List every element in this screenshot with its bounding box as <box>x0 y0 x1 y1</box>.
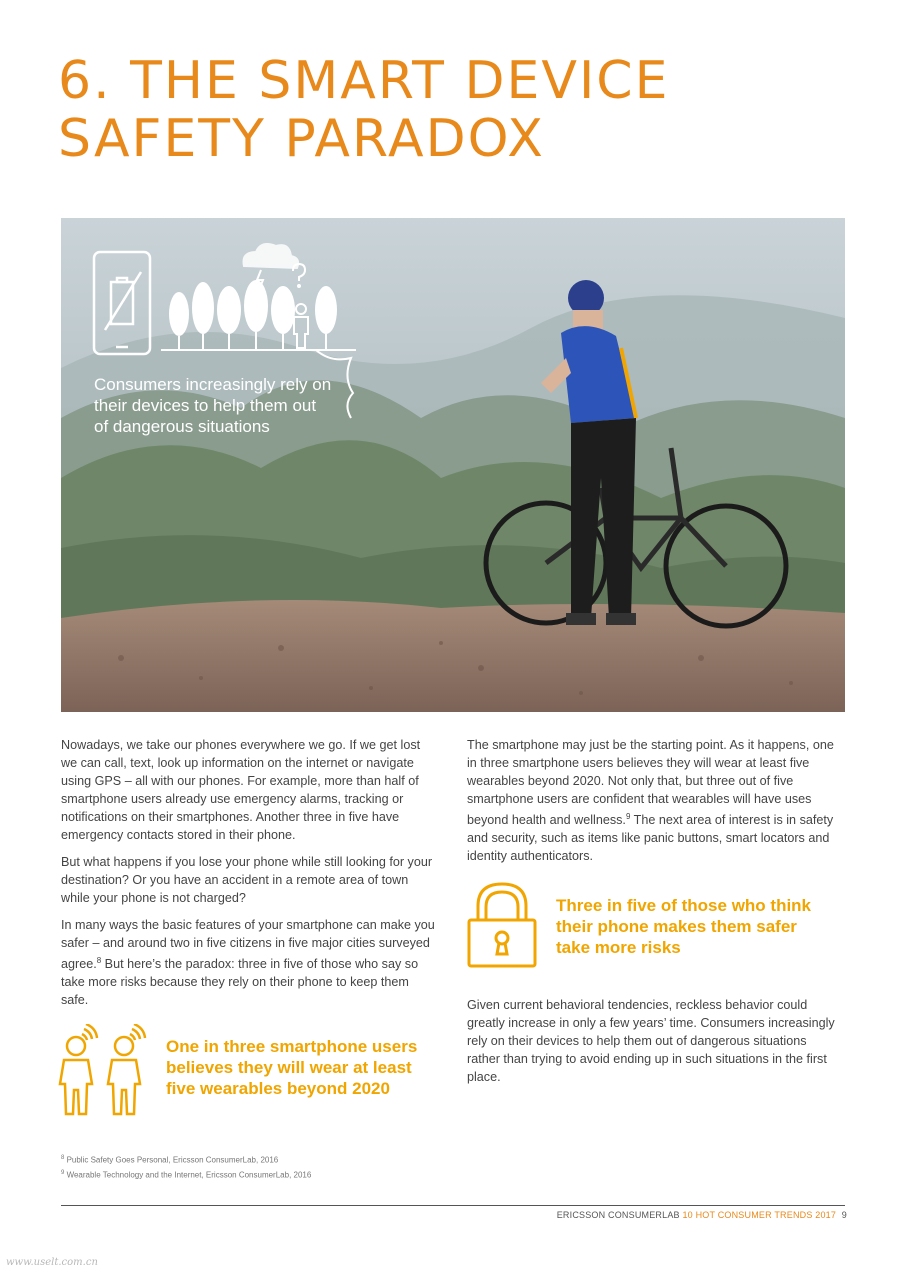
footer-brand: ERICSSON CONSUMERLAB <box>556 1210 680 1220</box>
footnote-ref-9: 9 <box>625 812 631 821</box>
watermark: www.uselt.com.cn <box>6 1257 98 1268</box>
footnote-9-number: 9 <box>61 1169 65 1176</box>
footnote-8-number: 8 <box>61 1155 65 1161</box>
footnote-9 <box>61 1167 311 1182</box>
right-paragraph-1-text-b: The next area of interest is in safety and security, such as items like panic buttons, smart locators and identity authenticators. <box>467 813 834 864</box>
right-paragraph-1 <box>467 736 842 865</box>
right-column-bottom <box>467 996 842 1095</box>
left-paragraph-3 <box>61 916 436 1009</box>
right-paragraph-1-text-a: The smartphone may just be the starting point. As it happens, one in three smartphone users believes they will wear at least five wearables beyond 2020. Not only that, but three out of five smartphone users are confident that wearables will have uses beyond health and wellness. <box>467 738 834 828</box>
footnotes <box>61 1152 311 1181</box>
footnote-ref-8: 8 <box>96 956 102 965</box>
left-paragraph-2: But what happens if you lose your phone while still looking for your destination? Or you have an accident in a remote area of town while your phone is not charged? <box>61 855 433 905</box>
hero-image <box>61 218 845 712</box>
page-title-line-2: SAFETY PARADOX <box>58 109 545 169</box>
right-paragraph-2: Given current behavioral tendencies, reckless behavior could greatly increase in only a few years’ time. Consumers increasingly rely on their devices to help them out of dangerous situations rather than trying to avoid ending up in such situations in the first place. <box>467 998 835 1084</box>
people-wearables-icon <box>56 1024 156 1120</box>
footnote-9-text: Wearable Technology and the Internet, Ericsson ConsumerLab, 2016 <box>64 1170 312 1180</box>
left-paragraph-1: Nowadays, we take our phones everywhere we go. If we get lost we can call, text, look up information on the internet or navigate using GPS – all with our phones. For example, more than half of smartphone users already use emergency alarms, tracking or notifications on their smartphones. Another three in five have emergency contacts stored in their phone. <box>61 738 421 842</box>
page-number: 9 <box>841 1210 847 1220</box>
hero-photo <box>61 218 845 712</box>
footer-rule <box>61 1205 845 1206</box>
left-column <box>61 736 436 1018</box>
page-footer <box>557 1210 847 1220</box>
footnote-8 <box>61 1152 311 1167</box>
lock-callout: Three in five of those who think their phone makes them safer take more risks <box>556 896 812 957</box>
left-paragraph-3-text-b: But here’s the paradox: three in five of those who say so take more risks because they rely on their phone to keep them safe. <box>61 957 419 1008</box>
page-title <box>58 52 858 168</box>
footer-report-title: 10 HOT CONSUMER TRENDS 2017 <box>682 1210 837 1220</box>
page-title-line-1: 6. THE SMART DEVICE <box>58 51 670 111</box>
footnote-8-text: Public Safety Goes Personal, Ericsson ConsumerLab, 2016 <box>64 1155 279 1165</box>
right-column-top <box>467 736 842 874</box>
left-paragraph-3-text-a: In many ways the basic features of your smartphone can make you safer – and around two in five citizens in five major cities surveyed agree. <box>61 918 435 972</box>
people-callout: One in three smartphone users believes they will wear at least five wearables beyond 2020 <box>166 1037 418 1098</box>
padlock-icon <box>466 880 538 972</box>
hero-caption: Consumers increasingly rely on their devices to help them out of dangerous situations <box>94 375 332 436</box>
